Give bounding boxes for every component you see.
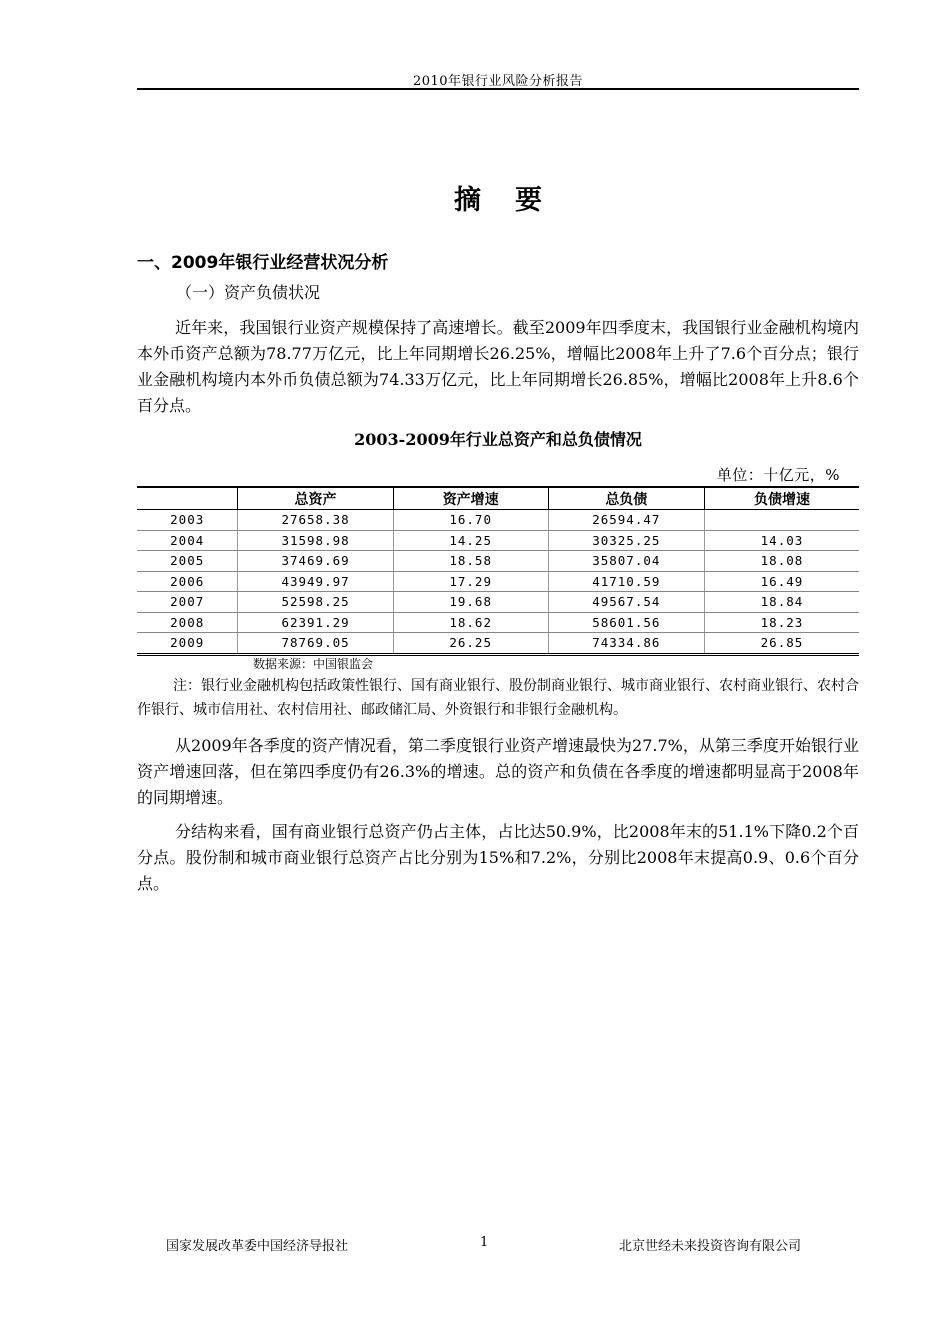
table-source: 数据来源：中国银监会 [253,657,374,671]
table-cell: 43949.97 [238,571,393,592]
table-cell: 2006 [137,571,238,592]
running-header: 2010年银行业风险分析报告 [412,74,584,89]
assets-liabilities-table [137,486,859,656]
table-cell: 26.25 [393,633,548,655]
table-cell: 37469.69 [238,551,393,572]
table-cell: 19.68 [393,592,548,613]
header-rule [137,88,859,90]
table-row [137,551,859,572]
table-header-cell: 资产增速 [393,487,548,510]
table-cell: 62391.29 [238,612,393,633]
table-row [137,530,859,551]
table-header-cell [137,487,238,510]
footer-publisher: 国家发展改革委中国经济导报社 [166,1239,349,1254]
paragraph-quarterly: 从2009年各季度的资产情况看，第二季度银行业资产增速最快为27.7%，从第三季度开始银行业资产增速回落，但在第四季度仍有26.3%的增速。总的资产和负债在各季度的增速都明显高于2008年的同期增速。 [137,736,859,807]
table-cell: 74334.86 [548,633,704,655]
table-cell: 58601.56 [548,612,704,633]
table-cell: 18.62 [393,612,548,633]
table-cell: 14.25 [393,530,548,551]
table-row [137,612,859,633]
table-cell: 2009 [137,633,238,655]
table-cell: 26.85 [704,633,859,655]
table-title: 2003-2009年行业总资产和总负债情况 [354,430,642,449]
table-cell: 2004 [137,530,238,551]
paragraph-structure: 分结构来看，国有商业银行总资产仍占主体，占比达50.9%，比2008年末的51.1%下降0.2个百分点。股份制和城市商业银行总资产占比分别为15%和7.2%，分别比2008年末提高0.9、0.6个百分点。 [137,822,859,893]
table-cell: 18.58 [393,551,548,572]
table-cell: 18.23 [704,612,859,633]
table-cell: 18.84 [704,592,859,613]
table-row [137,571,859,592]
table-cell: 27658.38 [238,510,393,531]
table-row [137,510,859,531]
table-cell: 16.49 [704,571,859,592]
table-cell: 49567.54 [548,592,704,613]
table-cell [704,510,859,531]
table-note: 注：银行业金融机构包括政策性银行、国有商业银行、股份制商业银行、城市商业银行、农村商业银行、农村合作银行、城市信用社、农村信用社、邮政储汇局、外资银行和非银行金融机构。 [137,678,859,718]
table-cell: 2008 [137,612,238,633]
table-cell: 14.03 [704,530,859,551]
page-number: 1 [480,1235,489,1250]
table-cell: 2003 [137,510,238,531]
table-header-row [137,487,859,510]
footer-company: 北京世经未来投资咨询有限公司 [619,1239,802,1254]
table-header-cell: 总资产 [238,487,393,510]
table-unit: 单位：十亿元，% [716,466,840,484]
table-cell: 17.29 [393,571,548,592]
table-cell: 31598.98 [238,530,393,551]
table-header-cell: 负债增速 [704,487,859,510]
table-cell: 2007 [137,592,238,613]
table-row [137,633,859,655]
table-cell: 2005 [137,551,238,572]
section-heading: 一、2009年银行业经营状况分析 [137,253,389,273]
subsection-heading: （一）资产负债状况 [176,283,321,302]
paragraph-assets-overview: 近年来，我国银行业资产规模保持了高速增长。截至2009年四季度末，我国银行业金融机构境内本外币资产总额为78.77万亿元，比上年同期增长26.25%，增幅比2008年上升了7.6个百分点；银行业金融机构境内本外币负债总额为74.33万亿元，比上年同期增长26.85%，增幅比2008年上升8.6个百分点。 [137,318,859,415]
table-cell: 78769.05 [238,633,393,655]
table-row [137,592,859,613]
table-cell: 26594.47 [548,510,704,531]
page-title: 摘要 [454,185,576,216]
table-cell: 18.08 [704,551,859,572]
table-cell: 52598.25 [238,592,393,613]
table-cell: 35807.04 [548,551,704,572]
table-cell: 30325.25 [548,530,704,551]
table-cell: 16.70 [393,510,548,531]
table-header-cell: 总负债 [548,487,704,510]
table-cell: 41710.59 [548,571,704,592]
